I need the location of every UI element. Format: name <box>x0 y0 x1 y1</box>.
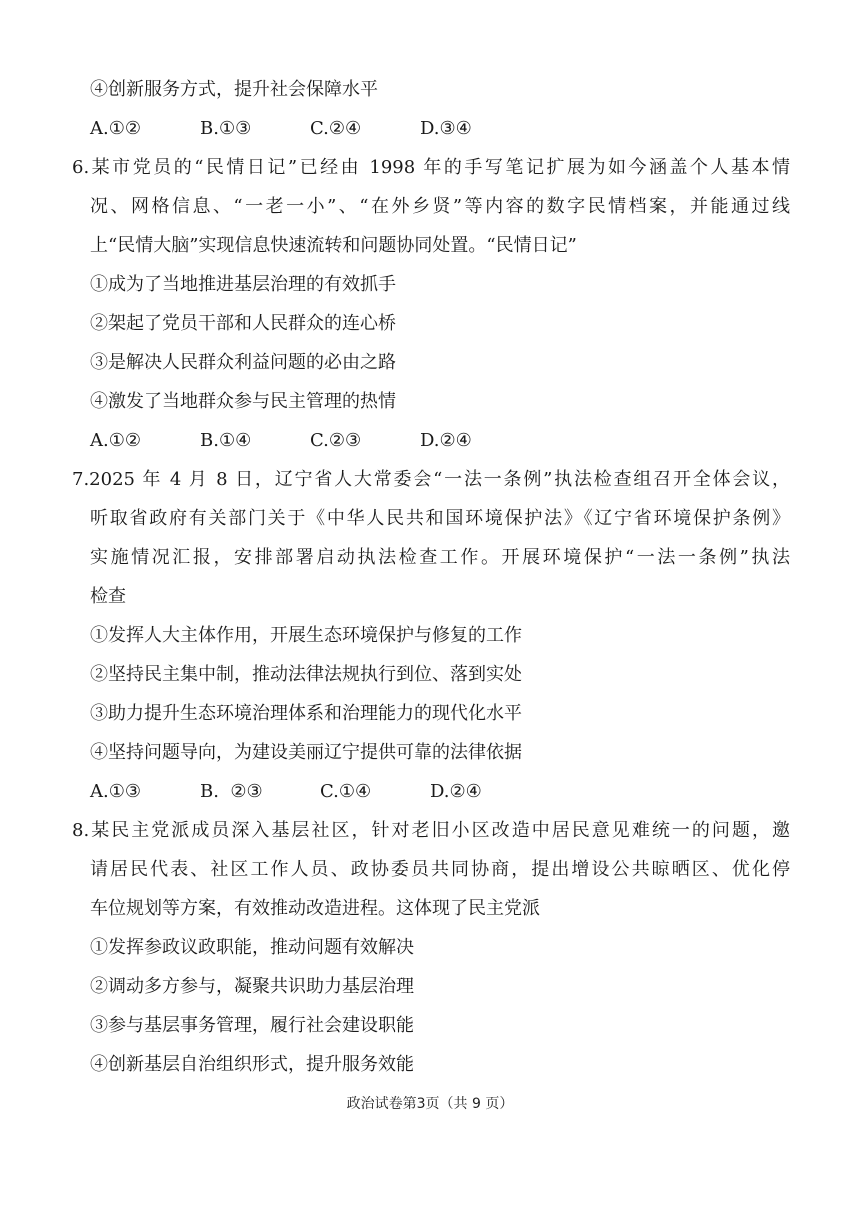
q6-choice-b: B.①④ <box>200 430 252 451</box>
q6-item-4: ④激发了当地群众参与民主管理的热情 <box>90 391 396 412</box>
q6-choice-d: D.②④ <box>420 430 472 451</box>
q7-choice-a: A.①③ <box>90 781 141 802</box>
q6-stem-line-2: 况、网格信息、“一老一小”、“在外乡贤”等内容的数字民情档案，并能通过线 <box>90 196 790 217</box>
q6-choice-a: A.①② <box>90 430 141 451</box>
q6-item-1: ①成为了当地推进基层治理的有效抓手 <box>90 274 396 295</box>
q6-choice-c: C.②③ <box>310 430 362 451</box>
q8-item-1: ①发挥参政议政职能，推动问题有效解决 <box>90 937 414 958</box>
q8-stem-line-1: 8.某民主党派成员深入基层社区，针对老旧小区改造中居民意见难统一的问题，邀 <box>72 820 790 841</box>
q7-stem-line-3: 实施情况汇报，安排部署启动执法检查工作。开展环境保护“一法一条例”执法 <box>90 547 790 568</box>
q8-stem-line-2: 请居民代表、社区工作人员、政协委员共同协商，提出增设公共晾晒区、优化停 <box>90 859 790 880</box>
q7-item-2: ②坚持民主集中制，推动法律法规执行到位、落到实处 <box>90 664 522 685</box>
q6-stem-line-3: 上“民情大脑”实现信息快速流转和问题协同处置。“民情日记” <box>90 235 577 256</box>
q7-stem-line-1: 7.2025 年 4 月 8 日，辽宁省人大常委会“一法一条例”执法检查组召开全体会议， <box>72 469 790 490</box>
q7-choice-b: B. ②③ <box>200 781 263 802</box>
q7-item-3: ③助力提升生态环境治理体系和治理能力的现代化水平 <box>90 703 522 724</box>
q5-choice-b: B.①③ <box>200 118 252 139</box>
q7-stem-line-2: 听取省政府有关部门关于《中华人民共和国环境保护法》《辽宁省环境保护条例》 <box>90 508 790 529</box>
q8-stem-line-3: 车位规划等方案，有效推动改造进程。这体现了民主党派 <box>90 898 540 919</box>
q6-stem-line-1: 6.某市党员的“民情日记”已经由 1998 年的手写笔记扩展为如今涵盖个人基本情 <box>72 157 790 178</box>
q5-choice-d: D.③④ <box>420 118 472 139</box>
page-footer: 政治试卷第3页（共 9 页） <box>346 1096 514 1112</box>
q7-item-1: ①发挥人大主体作用，开展生态环境保护与修复的工作 <box>90 625 522 646</box>
q5-item-4: ④创新服务方式，提升社会保障水平 <box>90 79 378 100</box>
q8-item-4: ④创新基层自治组织形式，提升服务效能 <box>90 1054 414 1075</box>
q7-choice-d: D.②④ <box>430 781 482 802</box>
q6-item-2: ②架起了党员干部和人民群众的连心桥 <box>90 313 396 334</box>
q5-choice-c: C.②④ <box>310 118 362 139</box>
q8-item-3: ③参与基层事务管理，履行社会建设职能 <box>90 1015 414 1036</box>
q7-stem-line-4: 检查 <box>90 586 126 607</box>
q6-item-3: ③是解决人民群众利益问题的必由之路 <box>90 352 396 373</box>
q7-choice-c: C.①④ <box>320 781 372 802</box>
q7-item-4: ④坚持问题导向，为建设美丽辽宁提供可靠的法律依据 <box>90 742 522 763</box>
q5-choice-a: A.①② <box>90 118 141 139</box>
q8-item-2: ②调动多方参与，凝聚共识助力基层治理 <box>90 976 414 997</box>
